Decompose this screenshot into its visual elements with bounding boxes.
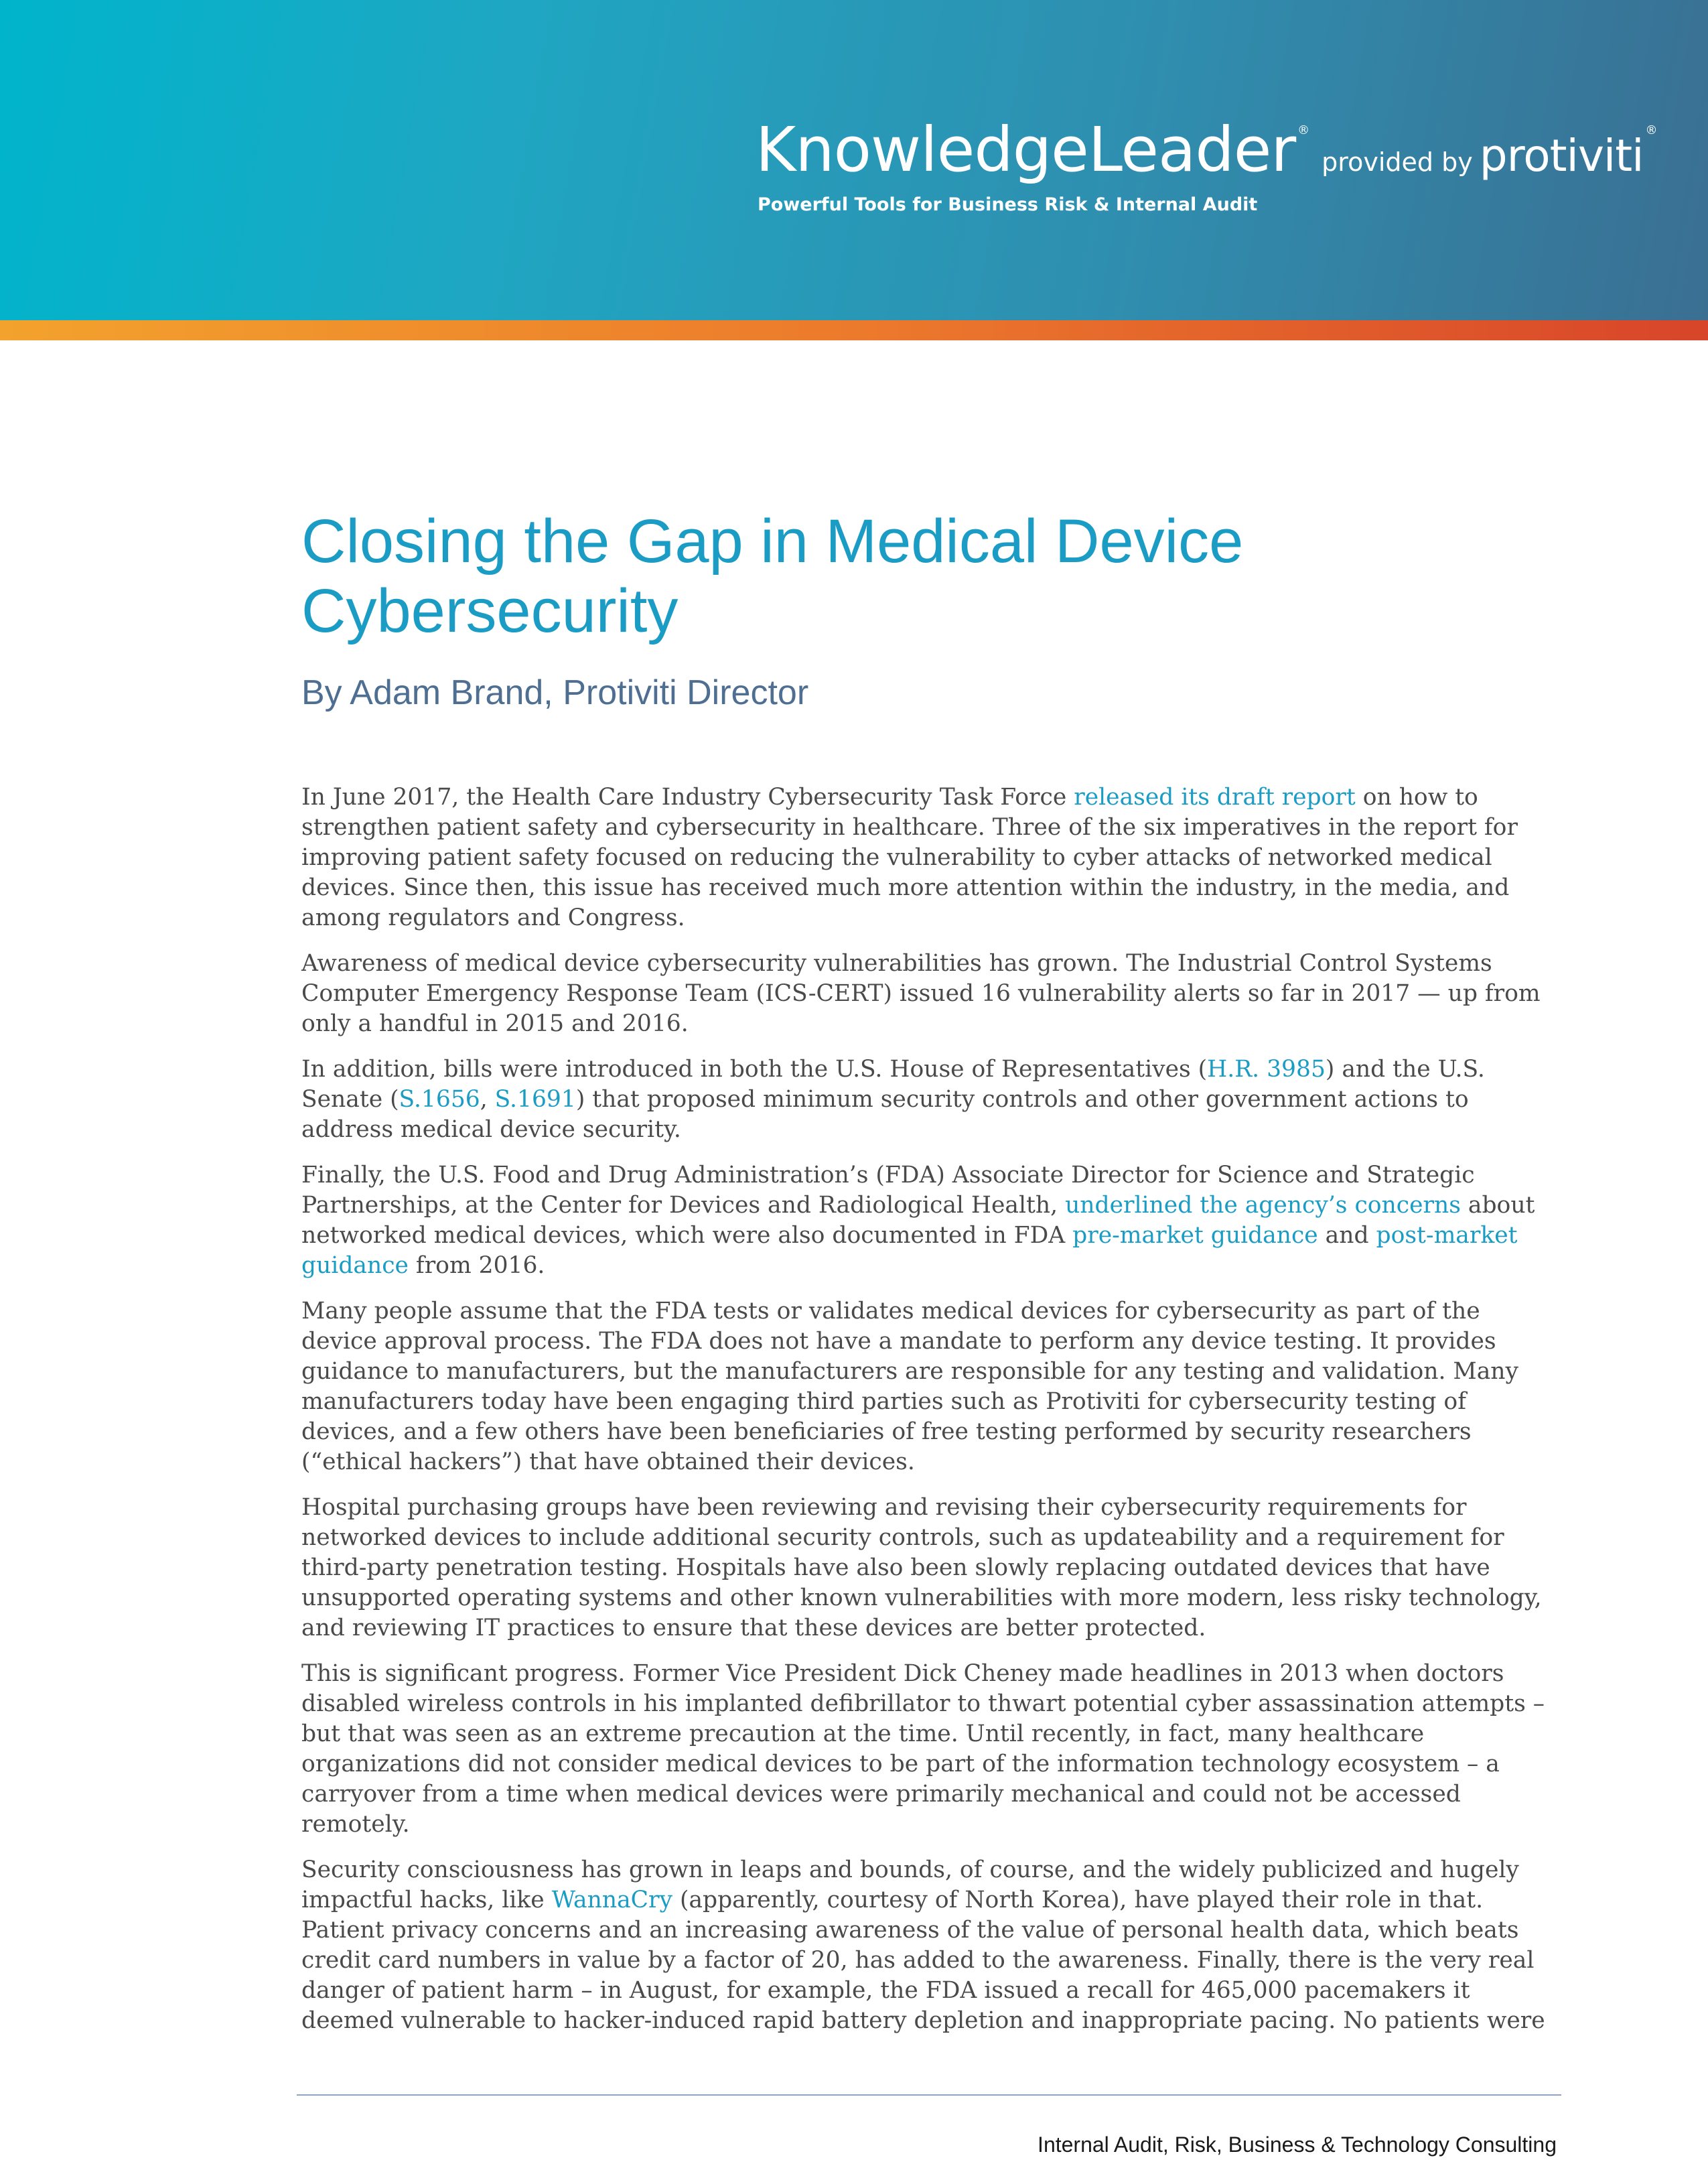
- article-title: Closing the Gap in Medical Device Cybersecurity: [301, 507, 1244, 645]
- paragraph-8: Security consciousness has grown in leaps and bounds, of course, and the widely publicized and hugely impactful hacks, like WannaCry (apparently, courtesy of North Korea), have played their role in that. Patient privacy concerns and an increasing awareness of the value of personal health data, which beats credit card numbers in value by a factor of 20, has added to the awareness. Finally, there is the very real danger of patient harm – in August, for example, the FDA issued a recall for 465,000 pacemakers it deemed vulnerable to hacker-induced rapid battery depletion and inappropriate pacing. No patients were: [301, 1856, 1545, 2034]
- paragraph-5: Many people assume that the FDA tests or validates medical devices for cybersecurity as part of the device approval process. The FDA does not have a mandate to perform any device testing. It provides guidance to manufacturers, but the manufacturers are responsible for any testing and validation. Many manufacturers today have been engaging third parties such as Protiviti for cybersecurity testing of devices, and a few others have been beneficiaries of free testing performed by security researchers (“ethical hackers”) that have obtained their devices.: [301, 1298, 1518, 1475]
- brand-tagline: Powerful Tools for Business Risk & Internal Audit: [758, 194, 1258, 215]
- paragraph-4: Finally, the U.S. Food and Drug Administration’s (FDA) Associate Director for Science and Strategic Partnerships, at the Center for Devices and Radiological Health, underlined the agency’s concerns about networked medical devices, which were also documented in FDA pre-market guidance and post-market guidance from 2016.: [301, 1162, 1535, 1279]
- provided-by-label: provided by: [1322, 147, 1473, 177]
- article-body: [301, 783, 1551, 2051]
- partner-name: protiviti: [1479, 130, 1644, 182]
- draft-report-link[interactable]: released its draft report: [1074, 784, 1356, 811]
- partner-registered-mark: ®: [1645, 123, 1658, 137]
- paragraph-7: This is significant progress. Former Vice President Dick Cheney made headlines in 2013 when doctors disabled wireless controls in his implanted defibrillator to thwart potential cyber assassination attempts – but that was seen as an extreme precaution at the time. Until recently, in fact, many healthcare organizations did not consider medical devices to be part of the information technology ecosystem – a carryover from a time when medical devices were primarily mechanical and could not be accessed remotely.: [301, 1660, 1545, 1838]
- hr-3985-link[interactable]: H.R. 3985: [1207, 1056, 1326, 1083]
- paragraph-1: In June 2017, the Health Care Industry Cybersecurity Task Force released its draft report on how to strengthen patient safety and cybersecurity in healthcare. Three of the six imperatives in the report for improving patient safety focused on reducing the vulnerability to cyber attacks of networked medical devices. Since then, this issue has received much more attention within the industry, in the media, and among regulators and Congress.: [301, 784, 1518, 931]
- agency-concerns-link[interactable]: underlined the agency’s concerns: [1065, 1192, 1461, 1219]
- paragraph-6: Hospital purchasing groups have been reviewing and revising their cybersecurity requirements for networked devices to include additional security controls, such as updateability and a requirement for third-party penetration testing. Hospitals have also been slowly replacing outdated devices that have unsupported operating systems and other known vulnerabilities with more modern, less risky technology, and reviewing IT practices to ensure that these devices are better protected.: [301, 1494, 1542, 1641]
- paragraph-3: In addition, bills were introduced in both the U.S. House of Representatives (H.R. 3985) and the U.S. Senate (S.1656, S.1691) that proposed minimum security controls and other government actions to address medical device security.: [301, 1056, 1485, 1143]
- wannacry-link[interactable]: WannaCry: [551, 1887, 673, 1913]
- brand-registered-mark: ®: [1297, 123, 1310, 137]
- s-1656-link[interactable]: S.1656: [399, 1086, 480, 1113]
- s-1691-link[interactable]: S.1691: [494, 1086, 576, 1113]
- footer-text: Internal Audit, Risk, Business & Technology Consulting: [1038, 2132, 1557, 2157]
- footer-divider: [297, 2094, 1561, 2096]
- pre-market-guidance-link[interactable]: pre-market guidance: [1072, 1222, 1318, 1249]
- article-byline: By Adam Brand, Protiviti Director: [301, 673, 809, 712]
- brand-logo: [756, 114, 1657, 186]
- brand-name: KnowledgeLeader: [756, 114, 1296, 186]
- post-market-guidance-link[interactable]: post-market guidance: [301, 1222, 1518, 1279]
- header-accent-stripe: [0, 320, 1708, 340]
- paragraph-2: Awareness of medical device cybersecurity vulnerabilities has grown. The Industrial Control Systems Computer Emergency Response Team (ICS-CERT) issued 16 vulnerability alerts so far in 2017 — up from only a handful in 2015 and 2016.: [301, 950, 1541, 1037]
